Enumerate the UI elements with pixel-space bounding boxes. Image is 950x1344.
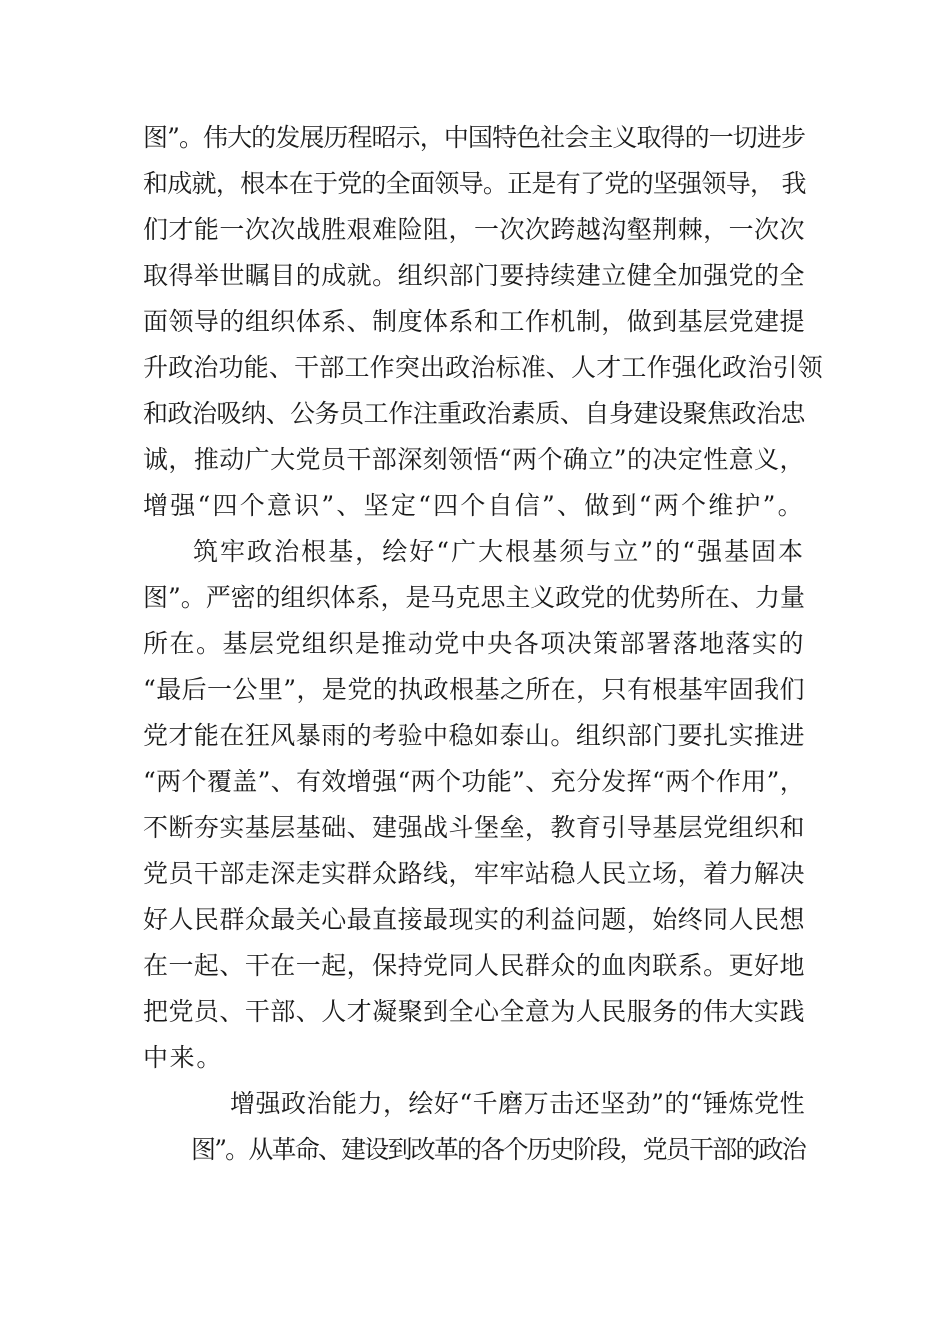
text-line-8: 诚，推动广大党员干部深刻领悟“两个确立”的决定性意义，	[143, 445, 805, 474]
text-line-17: 党员干部走深走实群众路线，牢牢站稳人民立场，着力解决	[143, 859, 805, 888]
text-line-5: 面领导的组织体系、制度体系和工作机制，做到基层党建提	[143, 307, 805, 336]
text-line-2: 和成就，根本在于党的全面领导。正是有了党的坚强领导， 我	[143, 169, 806, 198]
text-line-16: 不断夯实基层基础、建强战斗堡垒，教育引导基层党组织和	[143, 813, 805, 842]
text-line-13: “最后一公里”，是党的执政根基之所在，只有根基牢固我们	[143, 675, 805, 704]
text-line-20: 把党员、干部、人才凝聚到全心全意为人民服务的伟大实践	[143, 997, 805, 1026]
text-line-15: “两个覆盖”、有效增强“两个功能”、充分发挥“两个作用”，	[143, 767, 806, 796]
text-line-18: 好人民群众最关心最直接最现实的利益问题，始终同人民想	[143, 905, 805, 934]
text-line-7: 和政治吸纳、公务员工作注重政治素质、自身建设聚焦政治忠	[143, 399, 806, 428]
text-line-21: 中来。	[143, 1043, 223, 1072]
text-line-11: 图”。严密的组织体系，是马克思主义政党的优势所在、力量	[143, 583, 805, 612]
text-line-14: 党才能在狂风暴雨的考验中稳如泰山。组织部门要扎实推进	[143, 721, 805, 750]
text-line-9: 增强“四个意识”、坚定“四个自信”、做到“两个维护”。	[143, 491, 805, 520]
text-line-23: 图”。从革命、建设到改革的各个历史阶段，党员干部的政治	[191, 1135, 805, 1164]
text-line-12: 所在。基层党组织是推动党中央各项决策部署落地落实的	[143, 629, 806, 658]
text-line-4: 取得举世瞩目的成就。组织部门要持续建立健全加强党的全	[143, 261, 805, 290]
text-line-3: 们才能一次次战胜艰难险阻，一次次跨越沟壑荆棘，一次次	[143, 215, 805, 244]
text-line-19: 在一起、干在一起，保持党同人民群众的血肉联系。更好地	[143, 951, 805, 980]
text-line-10: 筑牢政治根基，绘好“广大根基须与立”的“强基固本	[193, 537, 806, 566]
text-line-6: 升政治功能、干部工作突出政治标准、人才工作强化政治引领	[143, 353, 823, 382]
text-line-22: 增强政治能力，绘好“千磨万击还坚劲”的“锤炼党性	[230, 1089, 806, 1118]
text-line-1: 图”。伟大的发展历程昭示，中国特色社会主义取得的一切进步	[143, 123, 806, 152]
